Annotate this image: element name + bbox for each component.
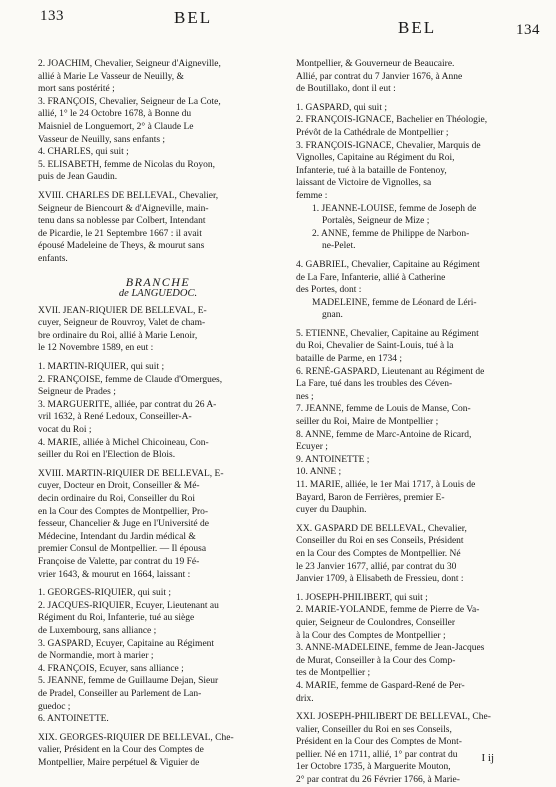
text-line: de Murat, Conseiller à la Cour des Comp- bbox=[296, 655, 456, 666]
text-line: allié, 1° le 24 Octobre 1678, à Bonne du bbox=[38, 109, 192, 120]
text-line: 9. ANTOINETTE ; bbox=[296, 454, 370, 465]
text-line: bataille de Parme, en 1734 ; bbox=[296, 354, 403, 365]
text-line: 2. FRANÇOIS-IGNACE, Bachelier en Théologie, bbox=[296, 115, 488, 126]
text-line: Seigneur de Biencourt & d'Aigneville, main- bbox=[38, 203, 209, 214]
running-head-right: BEL bbox=[398, 18, 437, 37]
text-line: allié à Marie Le Vasseur de Neuilly, & bbox=[38, 71, 184, 82]
text-line: ne-Pelet. bbox=[322, 241, 356, 252]
paragraph-gap bbox=[38, 266, 278, 272]
text-line: 2. FRANÇOISE, femme de Claude d'Omergues, bbox=[38, 374, 223, 385]
text-line: seiller du Roi en l'Election de Blois. bbox=[38, 450, 176, 461]
signature-mark: I ij bbox=[481, 752, 494, 764]
page-number-right: 134 bbox=[516, 22, 540, 38]
text-line: gnan. bbox=[322, 310, 343, 321]
text-line: de Boutillako, dont il eut : bbox=[296, 84, 396, 95]
text-line: cuyer, Seigneur de Rouvroy, Valet de cham- bbox=[38, 318, 206, 329]
text-line: XVIII. CHARLES DE BELLEVAL, Chevalier, bbox=[38, 190, 219, 201]
text-line: femme : bbox=[296, 190, 328, 201]
text-line: 2. MARIE-YOLANDE, femme de Pierre de Va- bbox=[296, 605, 480, 616]
text-line: Président en la Cour des Comptes de Mont- bbox=[296, 737, 462, 748]
text-line: 6. RENÉ-GASPARD, Lieutenant au Régiment de bbox=[296, 366, 485, 377]
text-line: épousé Madeleine de Theys, & mourut sans bbox=[38, 241, 205, 252]
text-line: mort sans postérité ; bbox=[38, 84, 115, 95]
left-column bbox=[38, 58, 278, 769]
text-line: Vasseur de Neuilly, sans enfants ; bbox=[38, 134, 166, 145]
text-line: 2. ANNE, femme de Philippe de Narbon- bbox=[312, 228, 470, 239]
text-line: valier, Président en la Cour des Comptes de bbox=[38, 745, 204, 756]
text-line: 8. ANNE, femme de Marc-Antoine de Ricard, bbox=[296, 429, 472, 440]
text-line: à la Cour des Comptes de Montpellier ; bbox=[296, 630, 446, 641]
text-line: guedoc ; bbox=[38, 701, 71, 712]
text-line: valier, Conseiller du Roi en ses Conseils, bbox=[296, 724, 452, 735]
text-line: 1. MARTIN-RIQUIER, qui suit ; bbox=[38, 362, 165, 373]
text-line: Montpellier, & Gouverneur de Beaucaire. bbox=[296, 59, 455, 69]
text-line: 4. FRANÇOIS, Ecuyer, sans alliance ; bbox=[38, 663, 184, 674]
text-line: La Fare, tué dans les troubles des Céven- bbox=[296, 379, 453, 390]
text-line: Seigneur de Prades ; bbox=[38, 387, 116, 398]
text-line: fesseur, Chancelier & Juge en l'Université de bbox=[38, 519, 209, 530]
text-line: tes de Montpellier ; bbox=[296, 668, 371, 679]
page-number-left: 133 bbox=[40, 8, 64, 24]
text-line: laissant de Victoire de Vignolles, sa bbox=[296, 178, 432, 189]
text-line: XIX. GEORGES-RIQUIER DE BELLEVAL, Che- bbox=[38, 732, 234, 743]
text-line: cuyer du Dauphin. bbox=[296, 505, 367, 516]
text-line: de Luxembourg, sans alliance ; bbox=[38, 625, 157, 636]
text-line: seiller du Roi, Maire de Montpellier ; bbox=[296, 417, 439, 428]
text-line: de Picardie, le 21 Septembre 1667 : il avait bbox=[38, 228, 202, 239]
text-line: 7. JEANNE, femme de Louis de Manse, Con- bbox=[296, 404, 471, 415]
text-line: decin ordinaire du Roi, Conseiller du Roi bbox=[38, 494, 195, 504]
text-line: Infanterie, tué à la bataille de Fontenoy, bbox=[296, 165, 447, 176]
text-line: XVII. JEAN-RIQUIER DE BELLEVAL, E- bbox=[38, 305, 207, 316]
text-line: 2. JACQUES-RIQUIER, Ecuyer, Lieutenant au bbox=[38, 600, 219, 611]
text-line: quier, Seigneur de Coulondres, Conseiller bbox=[296, 617, 455, 628]
text-line: le 12 Novembre 1589, en eut : bbox=[38, 343, 154, 354]
text-line: de LANGUEDOC. bbox=[118, 288, 198, 300]
text-line: 3. ANNE-MADELEINE, femme de Jean-Jacques bbox=[296, 643, 485, 654]
text-line: pellier. Né en 1711, allié, 1° par contrat du bbox=[296, 749, 458, 760]
text-line: 4. MARIE, femme de Gaspard-René de Per- bbox=[296, 680, 465, 691]
text-line: 4. CHARLES, qui suit ; bbox=[38, 147, 129, 158]
text-line: 11. MARIE, alliée, le 1er Mai 1717, à Louis de bbox=[296, 480, 476, 490]
text-line: Allié, par contrat du 7 Janvier 1676, à Anne bbox=[296, 71, 463, 82]
text-line: drix. bbox=[296, 693, 314, 704]
text-line: vrier 1643, & mourut en 1664, laissant : bbox=[38, 569, 191, 580]
text-line: Régiment du Roi, Infanterie, tué au siège bbox=[38, 613, 195, 624]
text-line: 5. ELISABETH, femme de Nicolas du Royon, bbox=[38, 159, 216, 170]
text-line: de Pradel, Conseiller au Parlement de Lan- bbox=[38, 688, 202, 699]
text-line: BRANCHE bbox=[125, 275, 191, 289]
text-line: Médecine, Intendant du Jardin médical & bbox=[38, 531, 196, 542]
running-head-left: BEL bbox=[174, 8, 213, 27]
text-line: 3. FRANÇOIS-IGNACE, Chevalier, Marquis de bbox=[296, 140, 481, 151]
text-line: de La Fare, Infanterie, allié à Catherine bbox=[296, 272, 446, 283]
text-line: 1. GASPARD, qui suit ; bbox=[296, 102, 387, 113]
text-line: 3. GASPARD, Ecuyer, Capitaine au Régiment bbox=[38, 638, 215, 649]
text-line: Ecuyer ; bbox=[296, 442, 328, 453]
text-line: Bayard, Baron de Ferrières, premier E- bbox=[296, 492, 445, 503]
text-line: 6. ANTOINETTE. bbox=[38, 714, 109, 725]
text-line: Janvier 1709, à Elisabeth de Fressieu, dont : bbox=[296, 574, 464, 585]
text-line: en la Cour des Comptes de Montpellier, Pro- bbox=[38, 506, 209, 517]
text-line: MADELEINE, femme de Léonard de Léri- bbox=[312, 297, 477, 308]
right-column bbox=[296, 58, 542, 787]
text-line: Portalès, Seigneur de Mize ; bbox=[322, 216, 430, 227]
text-line: cuyer, Docteur en Droit, Conseiller & Mé- bbox=[38, 481, 200, 492]
text-line: tenu dans sa noblesse par Colbert, Intendant bbox=[38, 216, 206, 227]
text-line: puis de Jean Gaudin. bbox=[38, 172, 118, 183]
text-line: nes ; bbox=[296, 391, 314, 402]
text-line: XVIII. MARTIN-RIQUIER DE BELLEVAL, E- bbox=[38, 468, 224, 479]
text-line: enfants. bbox=[38, 253, 68, 264]
text-line: vocat du Roi ; bbox=[38, 425, 92, 436]
text-line: XXI. JOSEPH-PHILIBERT DE BELLEVAL, Che- bbox=[296, 712, 491, 723]
text-line: 2. JOACHIM, Chevalier, Seigneur d'Aigneville, bbox=[38, 59, 221, 69]
text-line: le 23 Janvier 1677, allié, par contrat du 30 bbox=[296, 561, 457, 572]
text-line: bre ordinaire du Roi, allié à Marie Lenoir, bbox=[38, 330, 198, 341]
text-line: vril 1632, à René Ledoux, Conseiller-A- bbox=[38, 412, 192, 423]
text-line: Maisniel de Longuemort, 2° à Claude Le bbox=[38, 121, 194, 132]
text-line: 4. GABRIEL, Chevalier, Capitaine au Régiment bbox=[296, 259, 480, 270]
text-line: 1er Octobre 1735, à Marguerite Mouton, bbox=[296, 762, 451, 773]
text-line: 1. JOSEPH-PHILIBERT, qui suit ; bbox=[296, 592, 428, 603]
text-line: Montpellier, Maire perpétuel & Viguier de bbox=[38, 757, 200, 768]
text-line: en la Cour des Comptes de Montpellier. Né bbox=[296, 548, 461, 559]
text-line: 1. GEORGES-RIQUIER, qui suit ; bbox=[38, 588, 171, 599]
text-line: 3. MARGUERITE, alliée, par contrat du 26 A- bbox=[38, 399, 217, 410]
text-line: Vignolles, Capitaine au Régiment du Roi, bbox=[296, 153, 455, 164]
text-line: 5. JEANNE, femme de Guillaume Dejan, Sieur bbox=[38, 676, 219, 687]
text-line: 2° par contrat du 26 Février 1766, à Marie- bbox=[296, 775, 460, 786]
text-line: premier Consul de Montpellier. — Il épousa bbox=[38, 544, 207, 555]
text-line: XX. GASPARD DE BELLEVAL, Chevalier, bbox=[296, 523, 467, 534]
text-line: Françoise de Valette, par contrat du 19 Fé- bbox=[38, 556, 200, 567]
text-line: du Roi, Chevalier de Saint-Louis, tué à la bbox=[296, 341, 454, 352]
text-line: de Normandie, mort à marier ; bbox=[38, 651, 154, 662]
text-line: 5. ETIENNE, Chevalier, Capitaine au Régiment bbox=[296, 328, 479, 339]
text-line: 10. ANNE ; bbox=[296, 467, 342, 478]
text-line: 4. MARIE, alliée à Michel Chicoineau, Con- bbox=[38, 437, 209, 448]
text-line: 3. FRANÇOIS, Chevalier, Seigneur de La Cote, bbox=[38, 96, 221, 107]
text-line: 1. JEANNE-LOUISE, femme de Joseph de bbox=[312, 203, 477, 214]
text-line: Conseiller du Roi en ses Conseils, Président bbox=[296, 536, 464, 547]
text-line: Prévôt de la Cathédrale de Montpellier ; bbox=[296, 127, 449, 138]
text-line: des Portes, dont : bbox=[296, 285, 362, 296]
